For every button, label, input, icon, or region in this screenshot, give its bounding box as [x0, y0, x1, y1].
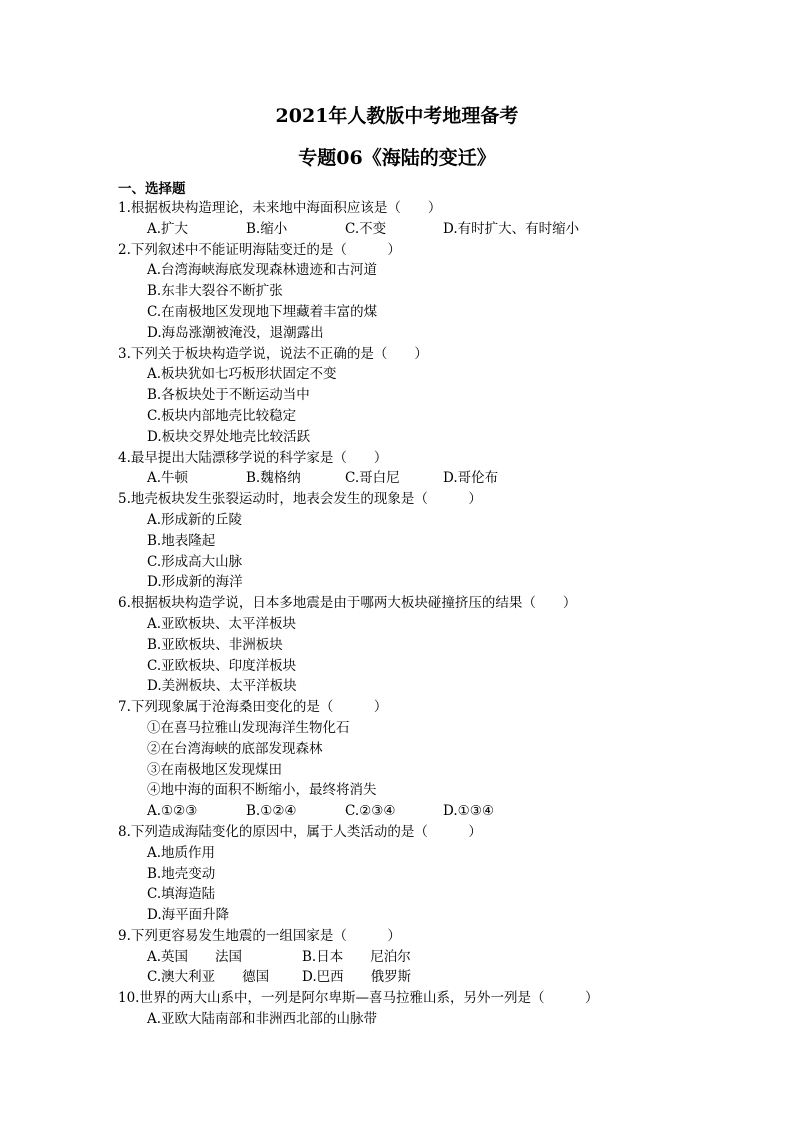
question-7-option-c: C.②③④ — [345, 803, 396, 820]
question-7-item-2: ②在台湾海峡的底部发现森林 — [147, 740, 323, 757]
question-5-option-b: B.地表隆起 — [147, 532, 216, 549]
question-5-option-c: C.形成高大山脉 — [147, 553, 243, 570]
question-8-option-a: A.地质作用 — [147, 844, 216, 861]
question-7-item-3: ③在南极地区发现煤田 — [147, 761, 282, 778]
question-2-option-d: D.海岛涨潮被淹没，退潮露出 — [147, 324, 324, 341]
question-7-option-b: B.①②④ — [246, 803, 297, 820]
question-3-option-d: D.板块交界处地壳比较活跃 — [147, 428, 311, 445]
question-7-stem: 7.下列现象属于沧海桑田变化的是（ ） — [118, 699, 388, 716]
question-1-options — [118, 219, 738, 240]
question-1-option-c: C.不变 — [345, 220, 387, 237]
question-4-options — [118, 468, 738, 489]
question-7-item-4: ④地中海的面积不断缩小，最终将消失 — [147, 782, 377, 799]
question-7-option-a: A.①②③ — [147, 803, 198, 820]
question-1-option-a: A.扩大 — [147, 220, 189, 237]
question-4-option-a: A.牛顿 — [147, 470, 189, 487]
question-9-option-d: D.巴西 俄罗斯 — [302, 969, 412, 986]
question-1-stem: 1.根据板块构造理论，未来地中海面积应该是（ ） — [118, 200, 442, 216]
question-3-stem: 3.下列关于板块构造学说，说法不正确的是（ ） — [118, 345, 428, 362]
question-7-item-1: ①在喜马拉雅山发现海洋生物化石 — [147, 719, 350, 736]
question-8-stem: 8.下列造成海陆变化的原因中，属于人类活动的是（ ） — [118, 823, 482, 840]
question-2-option-c: C.在南极地区发现地下埋藏着丰富的煤 — [147, 303, 378, 320]
document-title: 2021年人教版中考地理备考 — [275, 105, 519, 127]
question-1-option-b: B.缩小 — [246, 220, 288, 237]
question-3-option-c: C.板块内部地壳比较稳定 — [147, 407, 297, 424]
question-9-options-row-2 — [118, 967, 738, 988]
question-5-option-a: A.形成新的丘陵 — [147, 511, 243, 528]
question-7-option-d: D.①③④ — [443, 803, 494, 820]
question-5-stem: 5.地壳板块发生张裂运动时，地表会发生的现象是（ ） — [118, 491, 482, 508]
question-6-option-d: D.美洲板块、太平洋板块 — [147, 678, 297, 695]
question-5-option-d: D.形成新的海洋 — [147, 574, 243, 591]
question-3-option-a: A.板块犹如七巧板形状固定不变 — [147, 366, 337, 383]
question-4-option-c: C.哥白尼 — [345, 470, 400, 487]
question-6-option-b: B.亚欧板块、非洲板块 — [147, 636, 283, 653]
question-9-options-row-1 — [118, 947, 738, 968]
question-10-stem: 10.世界的两大山系中，一列是阿尔卑斯—喜马拉雅山系，另外一列是（ ） — [118, 990, 599, 1007]
question-3-option-b: B.各板块处于不断运动当中 — [147, 387, 310, 404]
question-6-stem: 6.根据板块构造学说，日本多地震是由于哪两大板块碰撞挤压的结果（ ） — [118, 595, 577, 612]
question-7-options — [118, 801, 738, 822]
question-8-option-d: D.海平面升降 — [147, 907, 230, 924]
question-4-option-b: B.魏格纳 — [246, 470, 301, 487]
question-9-stem: 9.下列更容易发生地震的一组国家是（ ） — [118, 927, 401, 944]
question-6-option-a: A.亚欧板块、太平洋板块 — [147, 615, 297, 632]
question-4-option-d: D.哥伦布 — [443, 470, 499, 487]
question-9-option-b: B.日本 尼泊尔 — [302, 948, 411, 965]
question-10-option-a: A.亚欧大陆南部和非洲西北部的山脉带 — [147, 1011, 378, 1028]
question-4-stem: 4.最早提出大陆漂移学说的科学家是（ ） — [118, 449, 388, 466]
question-6-option-c: C.亚欧板块、印度洋板块 — [147, 657, 297, 674]
document-subtitle: 专题06《海陆的变迁》 — [298, 147, 496, 169]
question-1-option-d: D.有时扩大、有时缩小 — [443, 220, 580, 237]
question-2-option-a: A.台湾海峡海底发现森林遗迹和古河道 — [147, 262, 378, 279]
question-9-option-c: C.澳大利亚 德国 — [147, 969, 270, 986]
question-8-option-c: C.填海造陆 — [147, 886, 216, 903]
question-8-option-b: B.地壳变动 — [147, 865, 216, 882]
question-2-stem: 2.下列叙述中不能证明海陆变迁的是（ ） — [118, 241, 401, 258]
section-heading: 一、选择题 — [118, 181, 186, 197]
question-list — [118, 198, 738, 1030]
question-9-option-a: A.英国 法国 — [147, 948, 243, 965]
question-2-option-b: B.东非大裂谷不断扩张 — [147, 283, 283, 300]
